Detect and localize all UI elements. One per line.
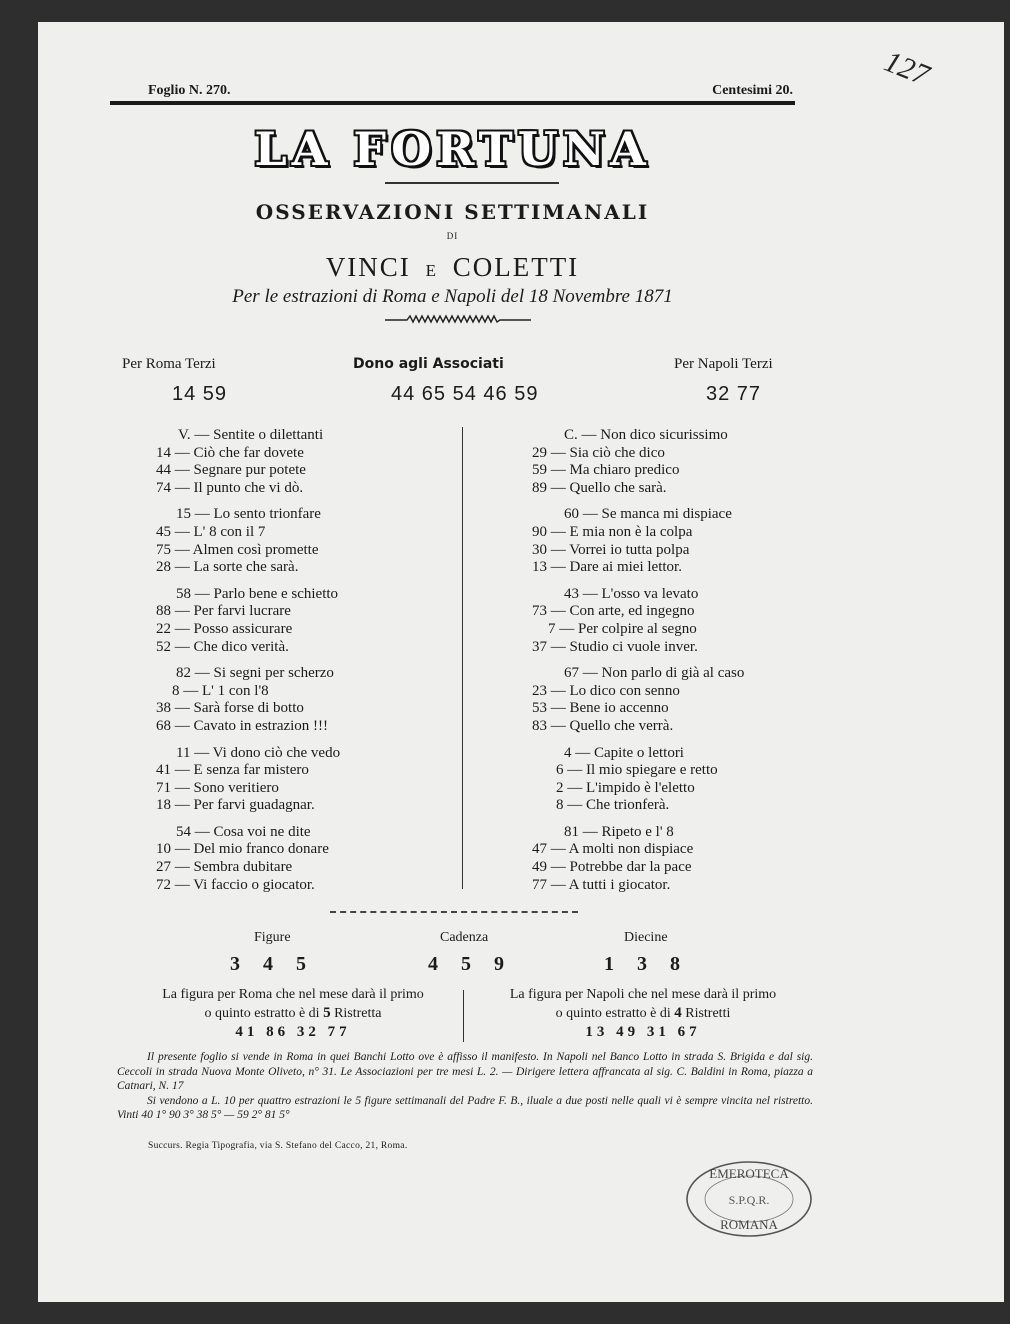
right-verses <box>532 427 744 903</box>
verse-line: 72 — Vi faccio o giocator. <box>156 876 315 893</box>
cadenza-label: Cadenza <box>440 930 489 945</box>
stanza <box>532 506 744 576</box>
verse-line: 27 — Sembra dubitare <box>156 859 293 876</box>
dono-numbers: 44 65 54 46 59 <box>391 383 539 405</box>
diecine-value: 1 3 8 <box>604 953 689 975</box>
verse-line: 81 — Ripeto e l' 8 <box>564 823 674 840</box>
dono-label: Dono agli Associati <box>353 356 504 372</box>
verse-line: 89 — Quello che sarà. <box>532 479 667 496</box>
verse-line: C. — Non dico sicurissimo <box>564 427 728 443</box>
notice-paragraph <box>117 1050 813 1123</box>
notice-figures: Si vendono a L. 10 per quattro estrazioni le 5 figure settimanali del Padre F. B., iluale a due posti nelle quali vi è sempre vincita nel ristretto. Vinti 40 1° 90 3° 38 5° — 59 2° 81 5° <box>117 1094 813 1122</box>
verse-line: 68 — Cavato in estrazion !!! <box>156 717 329 734</box>
verse-line: 74 — Il punto che vi dò. <box>156 479 304 496</box>
roma-note-count: 5 <box>323 1005 331 1021</box>
verse-line: 15 — Lo sento trionfare <box>176 506 321 523</box>
stamp-middle-text: S.P.Q.R. <box>728 1193 770 1207</box>
verse-line: 29 — Sia ciò che dico <box>532 444 665 461</box>
verse-line: 83 — Quello che verrà. <box>532 717 674 734</box>
stamp-top-text: EMEROTECA <box>709 1166 789 1181</box>
verse-line: 10 — Del mio franco donare <box>156 841 329 858</box>
verse-line: 4 — Capite o lettori <box>564 744 684 761</box>
dateline: Per le estrazioni di Roma e Napoli del 18 Novembre 1871 <box>232 286 673 307</box>
stanza <box>156 745 340 815</box>
verse-line: 82 — Si segni per scherzo <box>176 665 334 682</box>
roma-terzi-numbers: 14 59 <box>172 383 228 405</box>
verse-line: 60 — Se manca mi dispiace <box>564 506 732 523</box>
stamp-bottom-text: ROMANA <box>720 1217 778 1232</box>
verse-line: 59 — Ma chiaro predico <box>532 462 680 479</box>
stanza <box>156 506 340 576</box>
napoli-note-line1: La figura per Napoli che nel mese darà il primo <box>509 987 777 1002</box>
verse-line: 8 — Che trionferà. <box>556 797 670 814</box>
note-divider <box>463 990 464 1042</box>
verse-line: 37 — Studio ci vuole inver. <box>532 638 698 655</box>
stanza <box>532 665 744 735</box>
verse-line: 30 — Vorrei io tutta polpa <box>532 541 690 558</box>
verse-line: 52 — Che dico verità. <box>156 638 289 655</box>
header-line <box>148 83 793 99</box>
authors <box>110 252 795 283</box>
verse-line: 75 — Almen così promette <box>156 541 319 558</box>
verse-line: 11 — Vi dono ciò che vedo <box>176 744 341 761</box>
price: Centesimi 20. <box>712 83 793 98</box>
stanza <box>156 427 340 497</box>
stanza <box>156 665 340 735</box>
column-divider <box>462 427 463 889</box>
handwritten-page-number: 127 <box>879 44 934 93</box>
verse-line: 14 — Ciò che far dovete <box>156 444 304 461</box>
stanza <box>532 427 744 497</box>
verse-line: 73 — Con arte, ed ingegno <box>532 603 695 620</box>
stanza <box>532 824 744 894</box>
printer-imprint: Succurs. Regia Tipografia, via S. Stefano del Cacco, 21, Roma. <box>148 1141 408 1151</box>
emeroteca-stamp <box>684 1159 814 1239</box>
verse-line: 77 — A tutti i giocator. <box>532 876 671 893</box>
verse-line: 13 — Dare ai miei lettor. <box>532 559 682 576</box>
napoli-note-ristretti: Ristretti <box>685 1006 731 1021</box>
verse-line: 38 — Sarà forse di botto <box>156 700 304 717</box>
title-rule <box>385 182 559 184</box>
verse-line: 58 — Parlo bene e schietto <box>176 585 339 602</box>
roma-note-line2 <box>128 1004 458 1023</box>
verse-line: 6 — Il mio spiegare e retto <box>556 762 718 779</box>
di-label: DI <box>446 231 459 241</box>
roma-terzi-label: Per Roma Terzi <box>122 356 216 372</box>
verse-line: 71 — Sono veritiero <box>156 779 279 796</box>
section-divider <box>330 911 578 913</box>
stanza <box>156 586 340 656</box>
napoli-terzi-numbers: 32 77 <box>706 383 762 405</box>
napoli-ristretti-numbers: 13 49 31 67 <box>585 1024 701 1040</box>
stanza <box>532 745 744 815</box>
roma-note-ristretta: Ristretta <box>334 1006 382 1021</box>
stanza <box>156 824 340 894</box>
napoli-note-count: 4 <box>674 1005 682 1021</box>
header-rule <box>110 101 795 105</box>
verse-line: 54 — Cosa voi ne dite <box>176 823 311 840</box>
verse-line: 2 — L'impido è l'eletto <box>556 779 695 796</box>
sheet-number: Foglio N. 270. <box>148 83 231 98</box>
verse-line: 23 — Lo dico con senno <box>532 682 680 699</box>
author-conj: E <box>425 261 438 280</box>
stanza <box>532 586 744 656</box>
left-verses <box>156 427 340 903</box>
author-vinci: VINCI <box>325 252 411 282</box>
verse-line: 41 — E senza far mistero <box>156 762 309 779</box>
diecine-label: Diecine <box>624 930 668 945</box>
napoli-figura-note <box>476 986 810 1041</box>
verse-line: V. — Sentite o dilettanti <box>178 427 324 443</box>
figure-label: Figure <box>254 930 291 945</box>
roma-figura-note <box>128 986 458 1041</box>
figure-value: 3 4 5 <box>230 953 315 975</box>
verse-line: 53 — Bene io accenno <box>532 700 669 717</box>
verse-line: 45 — L' 8 con il 7 <box>156 523 266 540</box>
verse-line: 47 — A molti non dispiace <box>532 841 694 858</box>
author-coletti: COLETTI <box>452 252 580 282</box>
verse-line: 22 — Posso assicurare <box>156 620 293 637</box>
subtitle: OSSERVAZIONI SETTIMANALI <box>255 200 650 224</box>
verse-line: 7 — Per colpire al segno <box>548 620 697 637</box>
roma-note-text: o quinto estratto è di <box>204 1006 320 1021</box>
verse-line: 67 — Non parlo di già al caso <box>564 665 745 682</box>
verse-line: 44 — Segnare pur potete <box>156 462 306 479</box>
napoli-terzi-label: Per Napoli Terzi <box>674 356 773 372</box>
verse-line: 8 — L' 1 con l'8 <box>172 682 269 699</box>
cadenza-value: 4 5 9 <box>428 953 513 975</box>
napoli-note-text: o quinto estratto è di <box>555 1006 671 1021</box>
verse-line: 88 — Per farvi lucrare <box>156 603 291 620</box>
roma-ristretta-numbers: 41 86 32 77 <box>235 1024 351 1040</box>
verse-line: 18 — Per farvi guadagnar. <box>156 797 315 814</box>
roma-note-line1: La figura per Roma che nel mese darà il primo <box>162 987 424 1002</box>
napoli-note-line2 <box>476 1004 810 1023</box>
squiggle-ornament <box>385 314 531 324</box>
verse-line: 28 — La sorte che sarà. <box>156 559 299 576</box>
verse-line: 90 — E mia non è la colpa <box>532 523 693 540</box>
notice-sales: Il presente foglio si vende in Roma in quei Banchi Lotto ove è affisso il manifesto. In Napoli nel Banco Lotto in strada S. Brigida e dal sig. Ceccoli in strada Nuova Monte Oliveto, n° 31. Le Associazioni per tre mesi L. 2. — Dirigere lettera affrancata al sig. C. Baldini in Roma, piazza a Catnari, N. 17 <box>117 1051 813 1093</box>
masthead-title: LA FORTUNA <box>254 122 651 176</box>
verse-line: 43 — L'osso va levato <box>564 585 699 602</box>
verse-line: 49 — Potrebbe dar la pace <box>532 859 692 876</box>
